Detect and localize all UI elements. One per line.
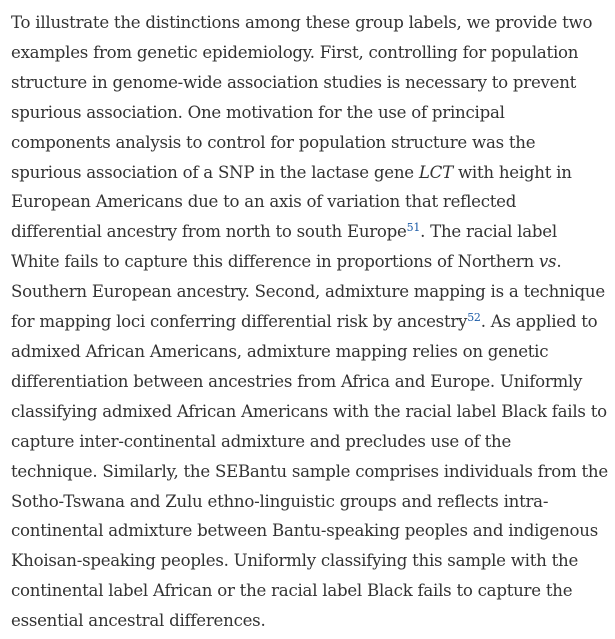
text-line: continental admixture between Bantu-speaking peoples and indigenous xyxy=(11,521,598,541)
text-line: examples from genetic epidemiology. First, controlling for population xyxy=(11,42,579,62)
text-line xyxy=(11,247,611,277)
body-paragraph xyxy=(11,8,611,636)
text-line: continental label African or the racial label Black fails to capture the xyxy=(11,581,573,601)
text-line xyxy=(11,158,611,188)
text-line: technique. Similarly, the SEBantu sample comprises individuals from the xyxy=(11,461,608,481)
text-segment: White fails to capture this difference in proportions of Northern xyxy=(11,252,539,272)
text-segment: differential ancestry from north to south Europe xyxy=(11,222,407,242)
citation-link-52[interactable]: 52 xyxy=(467,311,481,325)
text-line: Khoisan-speaking peoples. Uniformly classifying this sample with the xyxy=(11,551,579,571)
text-segment: for mapping loci conferring differential risk by ancestry xyxy=(11,312,468,332)
text-segment: . xyxy=(556,252,562,272)
text-segment: with height in xyxy=(452,162,572,182)
gene-name: LCT xyxy=(418,162,453,182)
versus-abbreviation: vs xyxy=(538,252,557,272)
text-line: Southern European ancestry. Second, admixture mapping is a technique xyxy=(11,282,605,302)
text-line: differentiation between ancestries from Africa and Europe. Uniformly xyxy=(11,371,583,391)
text-segment: . The racial label xyxy=(420,222,557,242)
text-line xyxy=(11,217,611,247)
text-line: spurious association. One motivation for the use of principal xyxy=(11,102,505,122)
citation-link-51[interactable]: 51 xyxy=(406,221,421,235)
text-line: European Americans due to an axis of variation that reflected xyxy=(11,192,517,212)
text-line: classifying admixed African Americans with the racial label Black fails to xyxy=(11,401,607,421)
text-segment: . As applied to xyxy=(480,312,598,332)
text-segment: spurious association of a SNP in the lactase gene xyxy=(11,162,419,182)
text-line: structure in genome-wide association studies is necessary to prevent xyxy=(11,72,577,92)
text-line: To illustrate the distinctions among these group labels, we provide two xyxy=(11,13,593,32)
text-line: capture inter-continental admixture and precludes use of the xyxy=(11,431,512,451)
text-line xyxy=(11,307,611,337)
text-line: Sotho-Tswana and Zulu ethno-linguistic groups and reflects intra- xyxy=(11,491,549,511)
text-line: admixed African Americans, admixture mapping relies on genetic xyxy=(11,341,549,361)
text-line: essential ancestral differences. xyxy=(11,611,266,631)
text-line: components analysis to control for population structure was the xyxy=(11,132,536,152)
